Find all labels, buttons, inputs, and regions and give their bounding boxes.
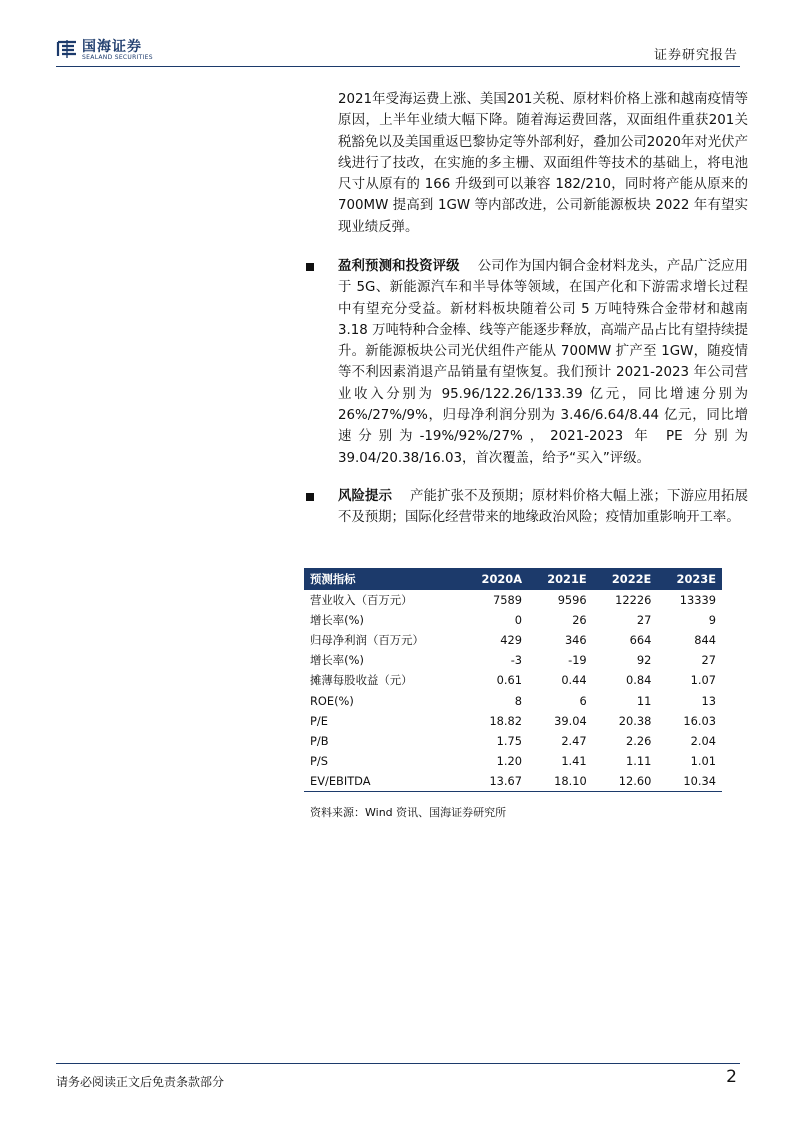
table-row <box>304 590 722 610</box>
column-header: 2020A <box>462 568 528 590</box>
table-cell: 1.01 <box>690 753 716 768</box>
column-header: 2021E <box>528 568 593 590</box>
table-cell: 16.03 <box>683 713 716 728</box>
table-cell: 346 <box>564 633 587 648</box>
disclaimer-note: 请务必阅读正文后免责条款部分 <box>56 1075 225 1089</box>
table-cell: 429 <box>500 633 523 648</box>
table-cell: 9596 <box>557 593 587 608</box>
table-cell: 0.44 <box>561 673 587 688</box>
table-cell: 8 <box>514 693 523 708</box>
table-cell: 26 <box>572 613 587 628</box>
company-logo <box>56 36 166 66</box>
table-row <box>304 711 722 731</box>
table-row <box>304 650 722 670</box>
table-cell: 13339 <box>679 593 716 608</box>
row-label: EV/EBITDA <box>304 771 462 792</box>
logo-text-en: SEALAND SECURITIES <box>82 54 153 61</box>
table-cell: 11 <box>636 693 652 708</box>
row-label: 摊薄每股收益（元） <box>310 673 413 688</box>
column-header: 2022E <box>593 568 658 590</box>
column-header: 预测指标 <box>304 568 462 590</box>
table-cell: 1.07 <box>690 673 716 688</box>
square-bullet-icon <box>306 256 320 270</box>
column-header: 2023E <box>657 568 722 590</box>
table-cell: 18.10 <box>528 771 593 792</box>
table-cell: 6 <box>579 693 587 708</box>
table-cell: -3 <box>510 653 523 668</box>
footer-divider <box>56 1063 740 1064</box>
rating-text: 公司作为国内铜合金材料龙头，产品广泛应用于 5G、新能源汽车和半导体等领域，在国产化和下游需求增长过程中有望充分受益。新材料板块随着公司 5 万吨特殊合金带材和越南 3.18 万吨特种合金棒、线等产能逐步释放，高端产品占比有望持续提升。新能源板块公司光伏组件产能从 700MW 扩产至 1GW，随疫情等不利因素消退产品销量有望恢复。我们预计 2021-2023 年公司营业收入分别为 95.96/122.26/133.39 亿元，同比增速分别为 26%/27%/9%，归母净利润分别为 3.46/6.64/8.44 亿元，同比增速分别为-19%/92%/27%，2021-2023 年 PE 分别为 39.04/20.38/16.03，首次覆盖，给予“买入”评级。 <box>338 259 749 466</box>
table-cell: 2.26 <box>625 733 652 748</box>
table-cell: 12.60 <box>593 771 658 792</box>
table-cell: 39.04 <box>554 713 587 728</box>
table-cell: 10.34 <box>657 771 722 792</box>
table-row <box>304 751 722 771</box>
table-cell: -19 <box>568 653 587 668</box>
table-row <box>304 610 722 630</box>
table-cell: 13.67 <box>462 771 528 792</box>
table-cell: 27 <box>636 613 652 628</box>
table-cell: 1.75 <box>496 733 523 748</box>
rating-heading: 盈利预测和投资评级 <box>338 259 460 274</box>
table-row <box>304 771 722 792</box>
row-label: ROE(%) <box>310 693 354 708</box>
table-cell: 13 <box>701 693 716 708</box>
table-cell: 1.20 <box>496 753 523 768</box>
table-cell: 27 <box>701 653 716 668</box>
square-bullet-icon <box>306 486 320 500</box>
forecast-table <box>304 568 722 792</box>
table-header-row <box>304 568 722 590</box>
table-cell: 1.41 <box>561 753 587 768</box>
row-label: 营业收入（百万元） <box>310 593 413 608</box>
table-cell: 2.47 <box>561 733 587 748</box>
header-divider <box>56 66 740 67</box>
table-cell: 664 <box>629 633 652 648</box>
logo-text-cn: 国海证券 <box>82 39 142 55</box>
row-label: 增长率(%) <box>310 653 364 668</box>
table-cell: 20.38 <box>618 713 652 728</box>
risk-section <box>338 486 748 529</box>
table-cell: 7589 <box>493 593 523 608</box>
table-cell: 844 <box>694 633 716 648</box>
table-cell: 1.11 <box>625 753 652 768</box>
table-cell: 2.04 <box>690 733 716 748</box>
table-cell: 0.84 <box>625 673 652 688</box>
row-label: P/E <box>310 713 328 728</box>
table-row <box>304 690 722 710</box>
report-type-label: 证券研究报告 <box>653 48 738 63</box>
page-header <box>56 36 740 66</box>
intro-paragraph: 2021年受海运费上涨、美国201关税、原材料价格上涨和越南疫情等原因，上半年业绩大幅下降。随着海运费回落，双面组件重获201关税豁免以及美国重返巴黎协定等外部利好，叠加公司2020年对光伏产线进行了技改，在实施的多主栅、双面组件等技术的基础上，将电池尺寸从原有的 166 升级到可以兼容 182/210，同时将产能从原来的 700MW 提高到 1GW 等内部改进，公司新能源板块 2022 年有望实现业绩反弹。 <box>338 92 748 235</box>
sealand-logo-icon <box>56 38 78 60</box>
page-number: 2 <box>726 1067 737 1087</box>
row-label: P/S <box>310 753 328 768</box>
table-cell: 0 <box>514 613 523 628</box>
table-source-note: 资料来源：Wind 资讯、国海证券研究所 <box>310 806 507 819</box>
table-cell: 12226 <box>615 593 652 608</box>
table-cell: 92 <box>636 653 652 668</box>
risk-text: 产能扩张不及预期；原材料价格大幅上涨；下游应用拓展不及预期；国际化经营带来的地缘政治风险；疫情加重影响开工率。 <box>338 489 749 526</box>
table-row <box>304 630 722 650</box>
risk-heading: 风险提示 <box>338 489 393 504</box>
row-label: 增长率(%) <box>310 613 364 628</box>
table-cell: 9 <box>708 613 716 628</box>
rating-section <box>338 256 748 469</box>
table-cell: 18.82 <box>489 713 523 728</box>
table-row <box>304 670 722 690</box>
table-cell: 0.61 <box>496 673 523 688</box>
row-label: P/B <box>310 733 329 748</box>
row-label: 归母净利润（百万元） <box>310 633 424 648</box>
table-row <box>304 731 722 751</box>
